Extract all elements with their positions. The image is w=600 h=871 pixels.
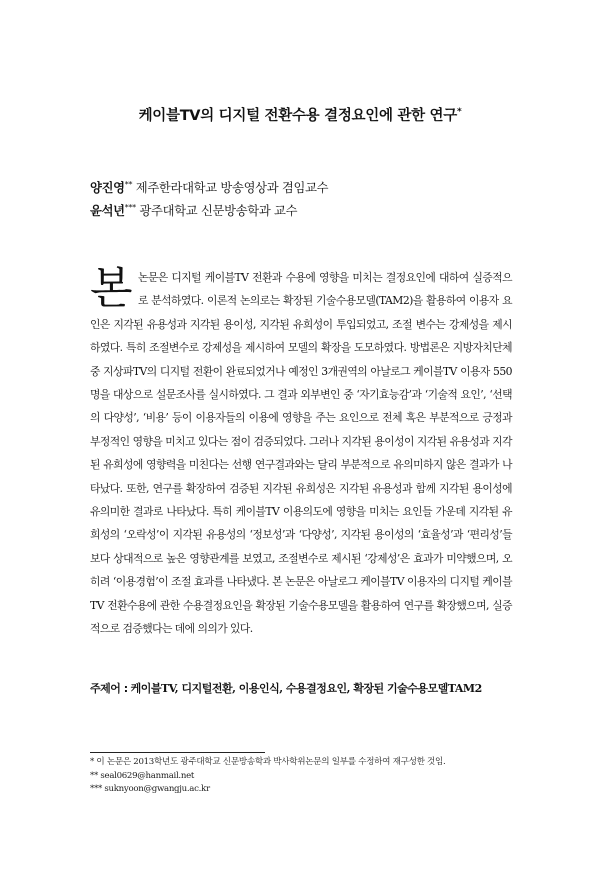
author-2-affiliation: 광주대학교 신문방송학과 교수: [139, 204, 298, 218]
footnote-3: *** suknyoon@gwangju.ac.kr: [90, 784, 210, 795]
paper-title: [0, 104, 600, 125]
author-2: [90, 201, 297, 219]
keywords-text: 케이블TV, 디지털전환, 이용인식, 수용결정요인, 확장된 기술수용모델TAM2: [130, 682, 482, 695]
keywords: [90, 680, 530, 696]
title-footnote-mark: *: [456, 107, 462, 118]
keywords-label: 주제어 :: [90, 682, 128, 695]
abstract-body: 논문은 디지털 케이블TV 전환과 수용에 영향을 미치는 결정요인에 대하여 실증적으로 분석하였다. 이론적 논의로는 확장된 기술수용모델(TAM2)을 활용하여 이용자 요인은 지각된 유용성과 지각된 용이성, 지각된 유희성이 투입되었고, 조절 변수는 강제성을 제시하였다. 특히 조절변수로 강제성을 제시하여 모델의 확장을 도모하였다. 방법론은 지방자치단체 중 지상파TV의 디지털 전환이 완료되었거나 예정인 3개권역의 아날로그 케이블TV 이용자 550명을 대상으로 설문조사를 실시하였다. 그 결과 외부변인 중 ‘자기효능감’과 ‘기술적 요인’, ‘선택의 다양성’, ‘비용’ 등이 이용자들의 이용에 영향을 주는 요인으로 전체 혹은 부분적으로 긍정과 부정적인 영향을 미치고 있다는 점이 검증되었다. 그러나 지각된 용이성이 지각된 유용성과 지각된 유희성에 영향력을 미친다는 선행 연구결과와는 달리 부분적으로 유의미하지 않은 결과가 나타났다. 또한, 연구를 확장하여 검증된 지각된 유희성은 지각된 유용성과 함께 지각된 용이성에 유의미한 결과로 나타났다. 특히 케이블TV 이용의도에 영향을 미치는 요인들 가운데 지각된 유희성의 ‘오락성’이 지각된 유용성의 ‘정보성’과 ‘다양성’, 지각된 용이성의 ‘효율성’과 ‘편리성’들 보다 상대적으로 높은 영향관계를 보였고, 조절변수로 제시된 ‘강제성’은 효과가 미약했으며, 오히려 ‘이용경험’이 조절 효과를 나타냈다. 본 논문은 아날로그 케이블TV 이용자의 디지털 케이블TV 전환수용에 관한 수용결정요인을 확장된 기술수용모델을 활용하여 연구를 확장했으며, 실증적으로 검증했다는 데에 의의가 있다.: [90, 271, 512, 636]
author-1-affiliation: 제주한라대학교 방송영상과 겸임교수: [135, 181, 329, 195]
author-1-name: 양진영: [90, 181, 125, 195]
footnote-1: * 이 논문은 2013학년도 광주대학교 신문방송학과 박사학위논문의 일부를 수정하여 재구성한 것임.: [90, 757, 446, 767]
abstract-dropcap: 본: [90, 263, 132, 314]
footnote-divider: [90, 752, 265, 753]
author-1-mark: **: [124, 179, 133, 189]
title-text: 케이블TV의 디지털 전환수용 결정요인에 관한 연구: [138, 108, 457, 124]
author-2-mark: ***: [124, 202, 136, 212]
author-2-name: 윤석년: [90, 204, 125, 218]
footnote-2: ** seal0629@hanmail.net: [90, 770, 195, 781]
footnotes: [90, 756, 530, 797]
author-1: [90, 178, 328, 196]
abstract: [90, 263, 512, 641]
